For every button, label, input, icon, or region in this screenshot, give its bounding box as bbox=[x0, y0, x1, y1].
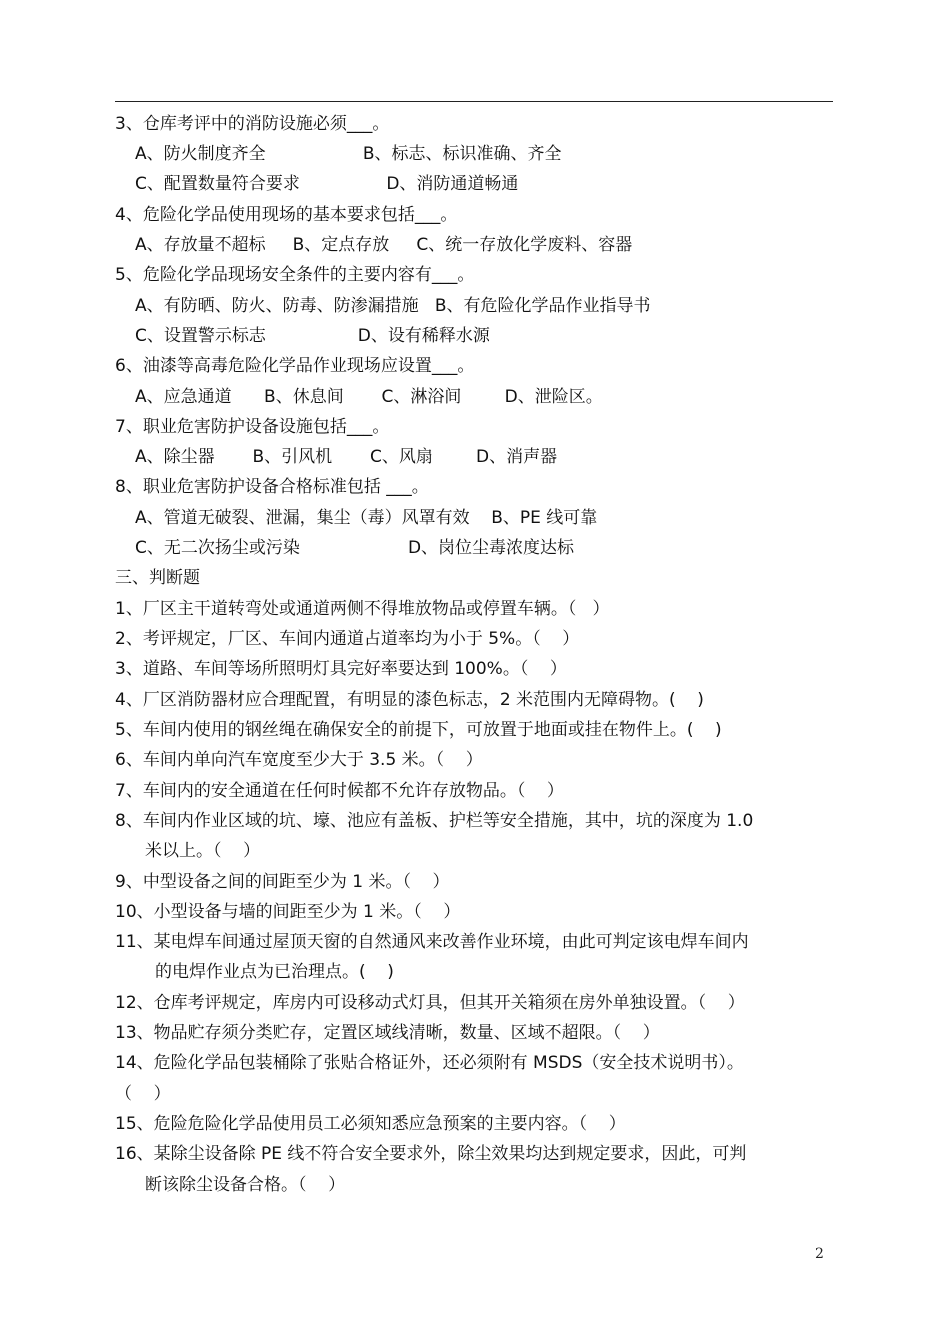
judgment-item: 8、车间内作业区域的坑、壕、池应有盖板、护栏等安全措施，其中，坑的深度为 1.0 bbox=[115, 811, 754, 831]
judgment-item-continuation: 米以上。（ ） bbox=[145, 841, 261, 861]
judgment-item-continuation: 断该除尘设备合格。（ ） bbox=[145, 1175, 346, 1195]
judgment-item: 13、物品贮存须分类贮存，定置区域线清晰，数量、区域不超限。（ ） bbox=[115, 1023, 660, 1043]
judgment-item: 16、某除尘设备除 PE 线不符合安全要求外，除尘效果均达到规定要求，因此，可判 bbox=[115, 1144, 747, 1164]
judgment-item: 11、某电焊车间通过屋顶天窗的自然通风来改善作业环境，由此可判定该电焊车间内 bbox=[115, 932, 749, 952]
judgment-item-continuation: 的电焊作业点为已治理点。( ) bbox=[155, 962, 394, 982]
section-title: 三、判断题 bbox=[115, 568, 200, 588]
judgment-item: 14、危险化学品包装桶除了张贴合格证外，还必须附有 MSDS（安全技术说明书）。 bbox=[115, 1053, 744, 1073]
question-3: 3、仓库考评中的消防设施必须___。 bbox=[115, 114, 390, 134]
question-5-options-cd: C、设置警示标志 D、设有稀释水源 bbox=[135, 326, 490, 346]
judgment-item: 10、小型设备与墙的间距至少为 1 米。（ ） bbox=[115, 902, 461, 922]
judgment-item: 4、厂区消防器材应合理配置，有明显的漆色标志，2 米范围内无障碍物。( ) bbox=[115, 690, 704, 710]
question-8: 8、职业危害防护设备合格标准包括 ___。 bbox=[115, 477, 429, 497]
question-5: 5、危险化学品现场安全条件的主要内容有___。 bbox=[115, 265, 475, 285]
question-6-options: A、应急通道 B、休息间 C、淋浴间 D、泄险区。 bbox=[135, 387, 603, 407]
judgment-item: 15、危险危险化学品使用员工必须知悉应急预案的主要内容。（ ） bbox=[115, 1114, 626, 1134]
page-number: 2 bbox=[815, 1246, 824, 1262]
judgment-item-continuation: （ ） bbox=[115, 1084, 171, 1104]
judgment-item: 3、道路、车间等场所照明灯具完好率要达到 100%。（ ） bbox=[115, 659, 567, 679]
question-8-options-ab: A、管道无破裂、泄漏，集尘（毒）风罩有效 B、PE 线可靠 bbox=[135, 508, 598, 528]
question-8-options-cd: C、无二次扬尘或污染 D、岗位尘毒浓度达标 bbox=[135, 538, 575, 558]
question-6: 6、油漆等高毒危险化学品作业现场应设置___。 bbox=[115, 356, 475, 376]
question-4-options: A、存放量不超标 B、定点存放 C、统一存放化学废料、容器 bbox=[135, 235, 633, 255]
judgment-item: 5、车间内使用的钢丝绳在确保安全的前提下，可放置于地面或挂在物件上。( ) bbox=[115, 720, 722, 740]
judgment-item: 6、车间内单向汽车宽度至少大于 3.5 米。（ ） bbox=[115, 750, 483, 770]
judgment-item: 2、考评规定，厂区、车间内通道占道率均为小于 5%。（ ） bbox=[115, 629, 580, 649]
question-3-options-cd: C、配置数量符合要求 D、消防通道畅通 bbox=[135, 174, 519, 194]
judgment-item: 12、仓库考评规定，库房内可设移动式灯具，但其开关箱须在房外单独设置。（ ） bbox=[115, 993, 745, 1013]
judgment-item: 9、中型设备之间的间距至少为 1 米。（ ） bbox=[115, 872, 450, 892]
question-7: 7、职业危害防护设备设施包括___。 bbox=[115, 417, 390, 437]
question-7-options: A、除尘器 B、引风机 C、风扇 D、消声器 bbox=[135, 447, 558, 467]
question-3-options-ab: A、防火制度齐全 B、标志、标识准确、齐全 bbox=[135, 144, 562, 164]
question-4: 4、危险化学品使用现场的基本要求包括___。 bbox=[115, 205, 458, 225]
question-5-options-ab: A、有防晒、防火、防毒、防渗漏措施 B、有危险化学品作业指导书 bbox=[135, 296, 651, 316]
header-rule bbox=[115, 101, 833, 102]
judgment-item: 1、厂区主干道转弯处或通道两侧不得堆放物品或停置车辆。（ ） bbox=[115, 599, 610, 619]
judgment-item: 7、车间内的安全通道在任何时候都不允许存放物品。（ ） bbox=[115, 781, 564, 801]
